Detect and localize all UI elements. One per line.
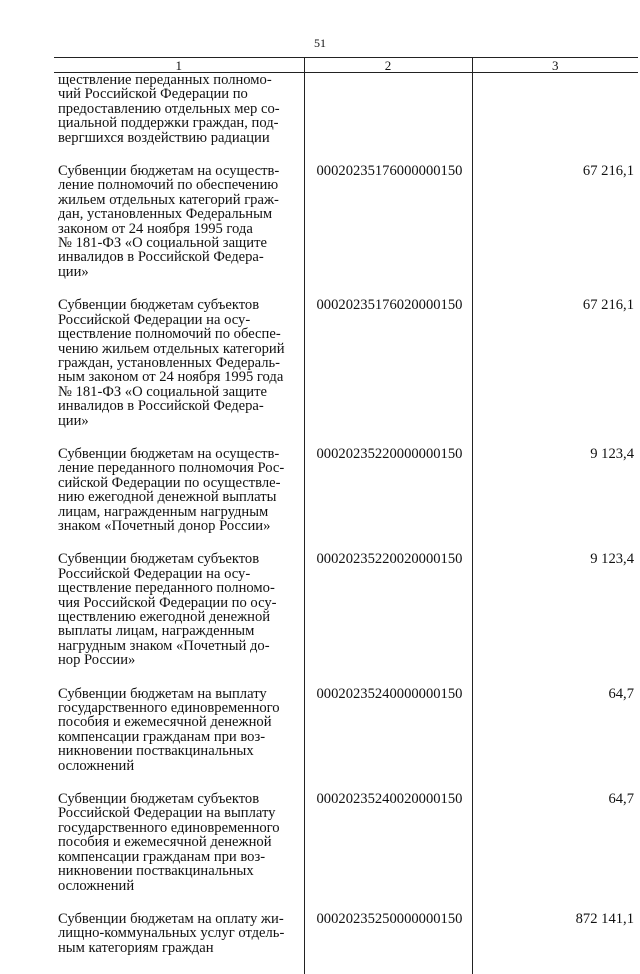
table-row — [54, 298, 638, 447]
row-amount-cell: 64,7 — [472, 687, 638, 792]
column-header-1: 1 — [54, 58, 304, 73]
row-name-line: ществление переданных полномо- — [58, 73, 300, 87]
row-name-line: ществлению ежегодной денежной — [58, 610, 300, 624]
table-header — [54, 58, 638, 73]
row-name-line: ции» — [58, 265, 300, 279]
row-name-line: ным законом от 24 ноября 1995 года — [58, 370, 300, 384]
row-code-cell: 00020235240000000150 — [304, 687, 472, 792]
row-code-cell — [304, 73, 472, 165]
table-row — [54, 447, 638, 552]
row-name-line: Субвенции бюджетам субъектов — [58, 552, 300, 566]
row-name-cell — [54, 792, 304, 912]
row-name-line: Российской Федерации на осу- — [58, 567, 300, 581]
row-name-line: государственного единовременного — [58, 701, 300, 715]
row-name-line: инвалидов в Российской Федера- — [58, 399, 300, 413]
table-row — [54, 73, 638, 165]
row-name-line: законом от 24 ноября 1995 года — [58, 222, 300, 236]
table-row — [54, 687, 638, 792]
row-name-cell — [54, 912, 304, 974]
row-name-line: выплаты лицам, награжденным — [58, 624, 300, 638]
row-amount-cell: 67 216,1 — [472, 298, 638, 447]
row-amount-cell: 67 216,1 — [472, 164, 638, 298]
row-name-line: вергшихся воздействию радиации — [58, 131, 300, 145]
row-amount-cell: 9 123,4 — [472, 552, 638, 686]
row-name-line: нию ежегодной денежной выплаты — [58, 490, 300, 504]
row-amount-cell: 64,7 — [472, 792, 638, 912]
row-name-line: ществление полномочий по обеспе- — [58, 327, 300, 341]
row-name-line: Субвенции бюджетам на осуществ- — [58, 164, 300, 178]
column-header-2: 2 — [304, 58, 472, 73]
row-name-line: нагрудным знаком «Почетный до- — [58, 639, 300, 653]
row-name-cell — [54, 447, 304, 552]
table-row — [54, 912, 638, 974]
row-name-line: Субвенции бюджетам субъектов — [58, 792, 300, 806]
row-name-line: Российской Федерации на выплату — [58, 806, 300, 820]
row-name-line: инвалидов в Российской Федера- — [58, 250, 300, 264]
table-row — [54, 164, 638, 298]
row-amount-cell — [472, 73, 638, 165]
row-name-line: Российской Федерации на осу- — [58, 313, 300, 327]
row-code-cell: 00020235240020000150 — [304, 792, 472, 912]
row-name-line: граждан, установленных Федераль- — [58, 356, 300, 370]
row-name-line: циальной поддержки граждан, под- — [58, 116, 300, 130]
row-name-line: никновении поствакцинальных — [58, 744, 300, 758]
row-name-line: чению жильем отдельных категорий — [58, 342, 300, 356]
row-name-cell — [54, 164, 304, 298]
row-amount-cell: 9 123,4 — [472, 447, 638, 552]
row-name-line: лицам, награжденным нагрудным — [58, 505, 300, 519]
row-code-cell: 00020235176020000150 — [304, 298, 472, 447]
table-row — [54, 792, 638, 912]
row-name-line: осложнений — [58, 879, 300, 893]
row-name-line: знаком «Почетный донор России» — [58, 519, 300, 533]
row-name-line: Субвенции бюджетам на осуществ- — [58, 447, 300, 461]
row-code-cell: 00020235176000000150 — [304, 164, 472, 298]
row-code-cell: 00020235220000000150 — [304, 447, 472, 552]
row-name-line: государственного единовременного — [58, 821, 300, 835]
row-name-cell — [54, 552, 304, 686]
column-header-3: 3 — [472, 58, 638, 73]
page-number: 51 — [0, 36, 640, 51]
table-row — [54, 552, 638, 686]
row-name-line: компенсации гражданам при воз- — [58, 730, 300, 744]
row-name-line: Субвенции бюджетам на оплату жи- — [58, 912, 300, 926]
row-name-line: дан, установленных Федеральным — [58, 207, 300, 221]
row-name-line: никновении поствакцинальных — [58, 864, 300, 878]
row-name-line: чий Российской Федерации по — [58, 87, 300, 101]
row-name-line: ции» — [58, 414, 300, 428]
row-name-line: чия Российской Федерации по осу- — [58, 596, 300, 610]
table-body — [54, 73, 638, 974]
row-name-cell — [54, 687, 304, 792]
row-name-line: ление переданного полномочия Рос- — [58, 461, 300, 475]
row-name-line: жильем отдельных категорий граж- — [58, 193, 300, 207]
row-name-line: Субвенции бюджетам на выплату — [58, 687, 300, 701]
row-name-line: нор России» — [58, 653, 300, 667]
row-code-cell: 00020235220020000150 — [304, 552, 472, 686]
row-name-line: ление полномочий по обеспечению — [58, 178, 300, 192]
row-name-cell — [54, 298, 304, 447]
row-name-line: предоставлению отдельных мер со- — [58, 102, 300, 116]
row-name-line: № 181-ФЗ «О социальной защите — [58, 385, 300, 399]
row-name-cell — [54, 73, 304, 165]
budget-table — [54, 57, 638, 974]
row-name-line: пособия и ежемесячной денежной — [58, 715, 300, 729]
row-name-line: пособия и ежемесячной денежной — [58, 835, 300, 849]
header-row — [54, 58, 638, 73]
row-name-line: сийской Федерации по осуществле- — [58, 476, 300, 490]
row-name-line: ным категориям граждан — [58, 941, 300, 955]
row-name-line: осложнений — [58, 759, 300, 773]
row-name-line: ществление переданного полномо- — [58, 581, 300, 595]
row-name-line: лищно-коммунальных услуг отдель- — [58, 926, 300, 940]
row-amount-cell: 872 141,1 — [472, 912, 638, 974]
row-name-line: компенсации гражданам при воз- — [58, 850, 300, 864]
row-code-cell: 00020235250000000150 — [304, 912, 472, 974]
row-name-line: Субвенции бюджетам субъектов — [58, 298, 300, 312]
row-name-line: № 181-ФЗ «О социальной защите — [58, 236, 300, 250]
